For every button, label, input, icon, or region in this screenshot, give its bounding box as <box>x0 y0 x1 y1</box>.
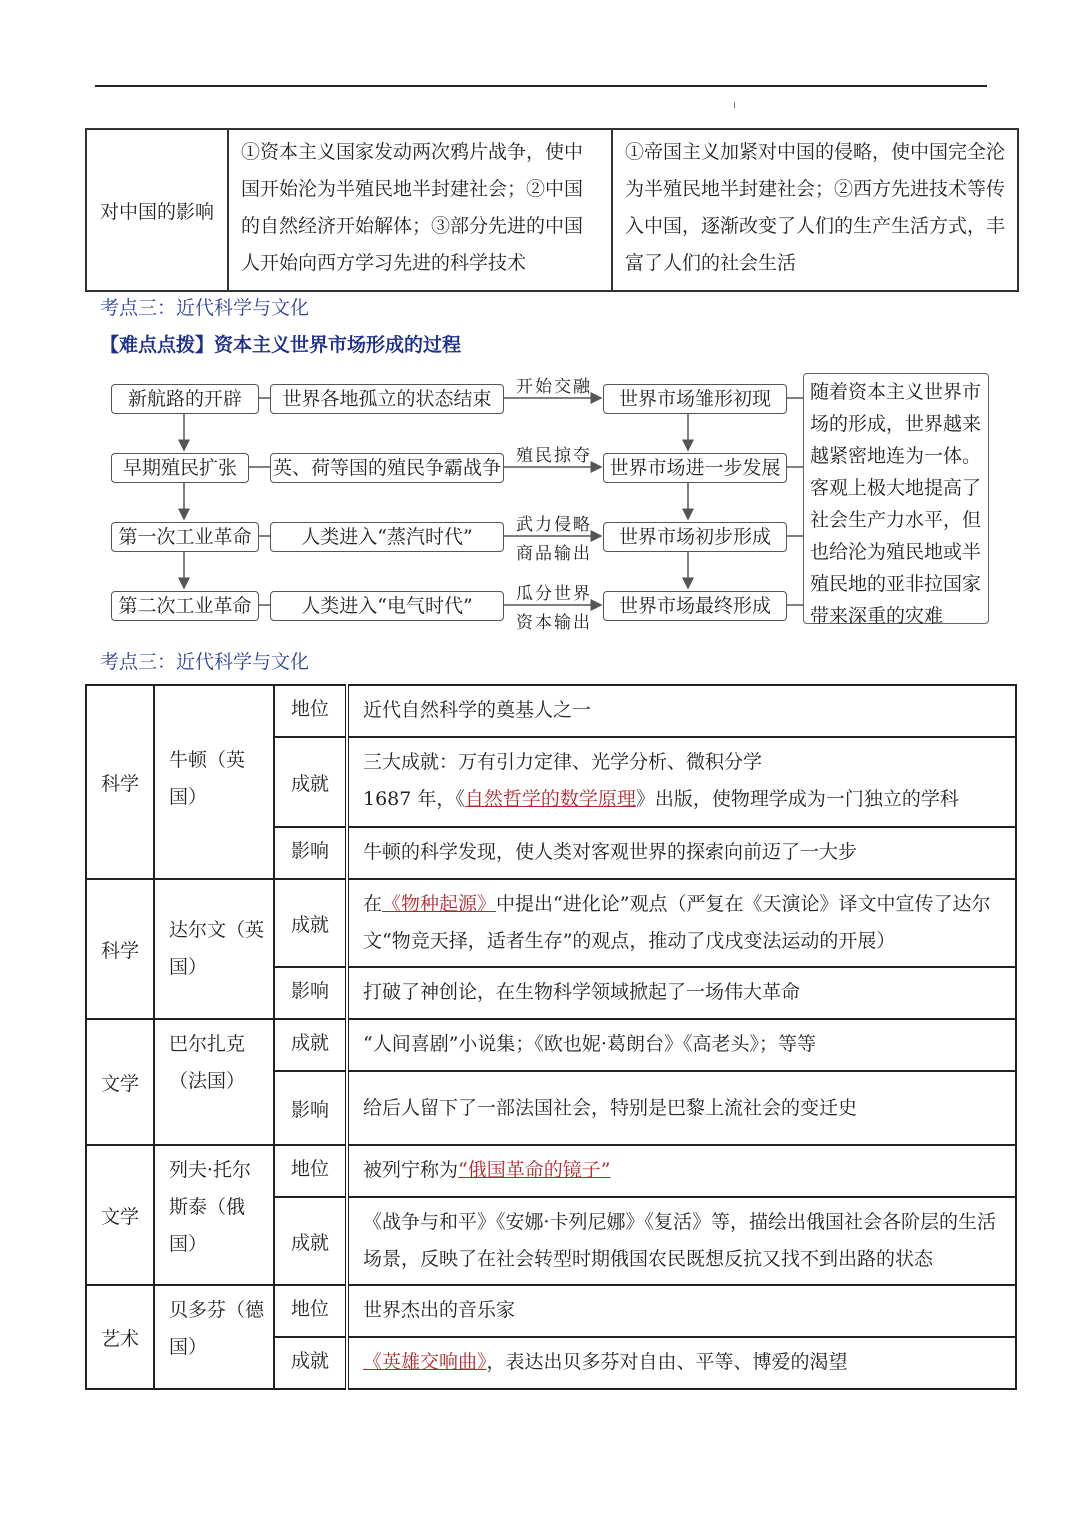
person-cell: 达尔文（英国） <box>154 879 274 1019</box>
arrow-label-3b: 商品输出 <box>516 544 592 564</box>
table-row <box>86 1145 1016 1197</box>
person-cell: 牛顿（英国） <box>154 685 274 879</box>
flow-box-col1-3: 第一次工业革命 <box>111 522 259 552</box>
content-cell: 近代自然科学的奠基人之一 <box>347 685 1016 737</box>
flow-box-col1-4: 第二次工业革命 <box>111 591 259 621</box>
flow-box-col3-3: 世界市场初步形成 <box>603 522 787 552</box>
flow-box-col2-1: 世界各地孤立的状态结束 <box>270 384 504 414</box>
tolstoy-prefix: 被列宁称为 <box>363 1159 459 1181</box>
person-cell: 列夫·托尔斯泰（俄国） <box>154 1145 274 1285</box>
flow-box-col2-4: 人类进入“电气时代” <box>270 591 504 621</box>
tolstoy-quote: “俄国革命的镜子” <box>458 1159 611 1181</box>
table-row <box>86 879 1016 967</box>
section-title-1: 考点三：近代科学与文化 <box>100 297 310 319</box>
beethoven-work-title: 《英雄交响曲》 <box>363 1351 487 1373</box>
flow-box-col1-1: 新航路的开辟 <box>111 384 259 414</box>
newton-pub-prefix: 1687 年，《 <box>363 788 465 810</box>
section-title-2: 考点三：近代科学与文化 <box>100 651 310 673</box>
aspect-cell: 地位 <box>274 685 347 737</box>
hard-point-title: 【难点点拨】资本主义世界市场形成的过程 <box>100 334 462 356</box>
aspect-cell: 地位 <box>274 1285 347 1337</box>
aspect-cell: 影响 <box>274 827 347 879</box>
arrow-label-4b: 资本输出 <box>516 613 592 633</box>
culture-table <box>85 684 1017 1390</box>
category-cell: 文学 <box>86 1145 154 1285</box>
content-cell <box>347 879 1016 967</box>
content-cell: 世界杰出的音乐家 <box>347 1285 1016 1337</box>
beethoven-suffix: ，表达出贝多芬对自由、平等、博爱的渴望 <box>486 1351 848 1373</box>
table-row <box>86 1285 1016 1337</box>
category-cell: 艺术 <box>86 1285 154 1389</box>
content-cell: 打破了神创论，在生物科学领域掀起了一场伟大革命 <box>347 967 1016 1019</box>
aspect-cell: 成就 <box>274 1337 347 1389</box>
aspect-cell: 影响 <box>274 1071 347 1145</box>
content-cell <box>347 1337 1016 1389</box>
content-cell <box>347 1145 1016 1197</box>
flow-box-col3-4: 世界市场最终形成 <box>603 591 787 621</box>
arrow-label-3a: 武力侵略 <box>516 515 592 535</box>
category-cell: 文学 <box>86 1019 154 1145</box>
table-row <box>86 1019 1016 1071</box>
impact-label: 对中国的影响 <box>86 129 228 291</box>
aspect-cell: 成就 <box>274 1197 347 1285</box>
arrow-label-2: 殖民掠夺 <box>516 446 592 466</box>
content-cell: 《战争与和平》《安娜·卡列尼娜》《复活》等，描绘出俄国社会各阶层的生活场景，反映了在社会转型时期俄国农民既想反抗又找不到出路的状态 <box>347 1197 1016 1285</box>
newton-achievement-line2 <box>363 781 1005 818</box>
flow-box-col3-2: 世界市场进一步发展 <box>603 453 787 483</box>
content-cell <box>347 737 1016 827</box>
category-cell: 科学 <box>86 879 154 1019</box>
impact-col2: ①帝国主义加紧对中国的侵略，使中国完全沦为半殖民地半封建社会；②西方先进技术等传入中国，逐渐改变了人们的生产生活方式，丰富了人们的社会生活 <box>612 129 1018 291</box>
content-cell: 给后人留下了一部法国社会，特别是巴黎上流社会的变迁史 <box>347 1071 1016 1145</box>
table-row <box>86 685 1016 737</box>
aspect-cell: 成就 <box>274 1019 347 1071</box>
category-cell: 科学 <box>86 685 154 879</box>
arrow-label-1: 开始交融 <box>516 377 592 397</box>
aspect-cell: 影响 <box>274 967 347 1019</box>
newton-achievement-line1: 三大成就：万有引力定律、光学分析、微积分学 <box>363 751 763 773</box>
aspect-cell: 地位 <box>274 1145 347 1197</box>
aspect-cell: 成就 <box>274 879 347 967</box>
content-cell: “人间喜剧”小说集；《欧也妮·葛朗台》《高老头》；等等 <box>347 1019 1016 1071</box>
newton-pub-suffix: 》出版，使物理学成为一门独立的学科 <box>635 788 959 810</box>
person-cell: 巴尔扎克（法国） <box>154 1019 274 1145</box>
darwin-suffix: 中提出“进化论”观点（严复在《天演论》译文中宣传了达尔文“物竞天择，适者生存”的观点，推动了戊戌变法运动的开展） <box>363 893 991 952</box>
person-cell: 贝多芬（德国） <box>154 1285 274 1389</box>
flow-box-col1-2: 早期殖民扩张 <box>111 453 249 483</box>
impact-col1: ①资本主义国家发动两次鸦片战争，使中国开始沦为半殖民地半封建社会；②中国的自然经济开始解体；③部分先进的中国人开始向西方学习先进的科学技术 <box>228 129 612 291</box>
darwin-book-title: 《物种起源》 <box>382 893 497 915</box>
aspect-cell: 成就 <box>274 737 347 827</box>
arrow-label-4a: 瓜分世界 <box>516 584 592 604</box>
content-cell: 牛顿的科学发现，使人类对客观世界的探索向前迈了一大步 <box>347 827 1016 879</box>
darwin-prefix: 在 <box>363 893 383 915</box>
newton-book-title: 自然哲学的数学原理 <box>464 788 636 810</box>
flow-box-col2-2: 英、荷等国的殖民争霸战争 <box>270 453 504 483</box>
flow-box-col3-1: 世界市场雏形初现 <box>603 384 787 414</box>
flow-box-col2-3: 人类进入“蒸汽时代” <box>270 522 504 552</box>
flow-summary-box: 随着资本主义世界市场的形成，世界越来越紧密地连为一体。客观上极大地提高了社会生产力水平，但也给沦为殖民地或半殖民地的亚非拉国家带来深重的灾难 <box>803 373 989 624</box>
